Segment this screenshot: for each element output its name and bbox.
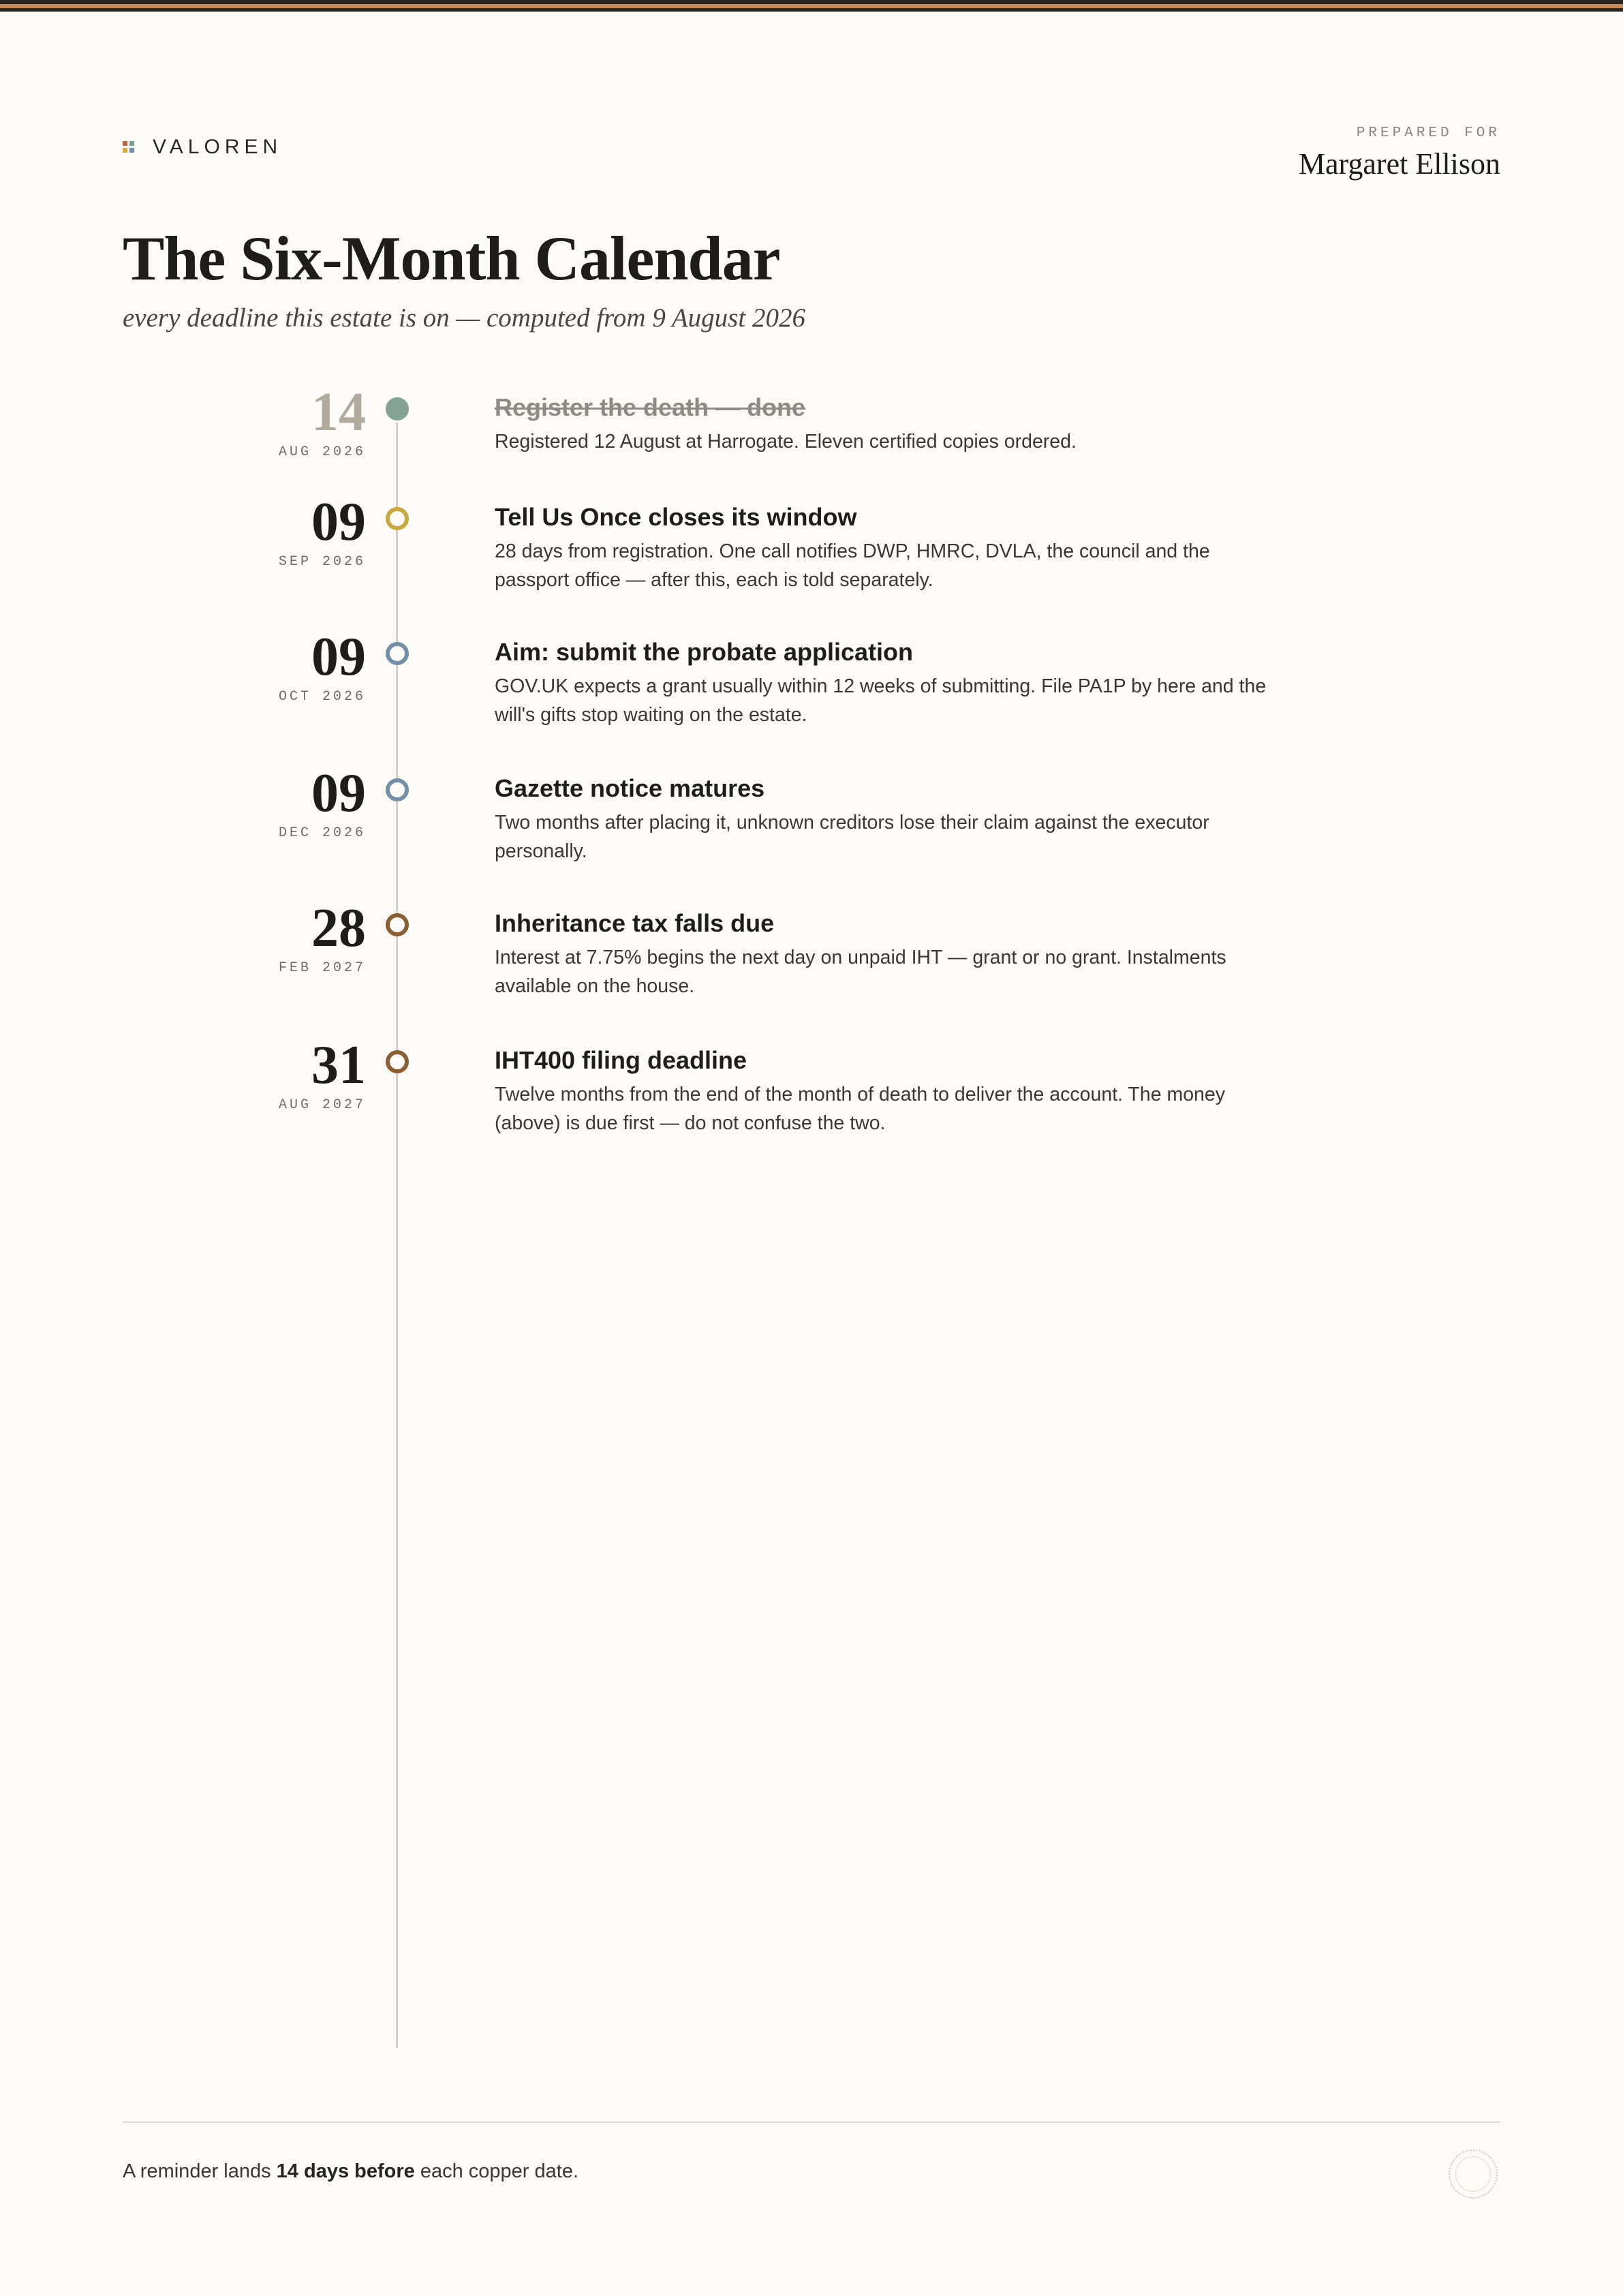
event-description: GOV.UK expects a grant usually within 12 weeks of submitting. File PA1P by here and the will's gifts stop waiting on the estate. [495,675,1267,726]
event-month: AUG 2026 [278,444,366,460]
event-marker-icon [386,913,409,936]
four-square-grid-icon [123,141,135,153]
event-day: 09 [311,492,366,552]
prepared-for-label: PREPARED FOR [1356,125,1500,141]
event-day: 09 [311,763,366,823]
event-day: 31 [311,1035,366,1095]
event-marker-icon [386,642,409,665]
page-subtitle: every deadline this estate is on — computed from 9 August 2026 [123,303,805,333]
seal-stamp-icon [1449,2149,1498,2199]
event-description: Two months after placing it, unknown creditors lose their claim against the executor personally. [495,812,1209,862]
event-title: Tell Us Once closes its window [495,503,857,531]
event-day: 09 [311,627,366,687]
client-name: Margaret Ellison [1298,147,1500,181]
event-month: SEP 2026 [278,554,366,570]
footer-note [123,2160,578,2183]
brand-name: VALOREN [153,136,283,158]
event-title: Register the death — done [495,393,806,421]
event-title: Inheritance tax falls due [495,909,775,937]
footer-note-emphasis: 14 days before [276,2160,415,2182]
event-description: Interest at 7.75% begins the next day on unpaid IHT — grant or no grant. Instalments available on the house. [495,947,1226,997]
page-title: The Six-Month Calendar [123,224,780,293]
event-month: AUG 2027 [278,1097,366,1113]
event-title: IHT400 filing deadline [495,1046,747,1074]
event-marker-icon [386,778,409,801]
event-day: 14 [311,382,366,442]
event-marker-icon [386,507,409,530]
event-title: Aim: submit the probate application [495,638,914,666]
prepared-for [1299,125,1500,181]
event-month: DEC 2026 [278,825,366,841]
event-marker-icon [386,1050,409,1073]
event-title: Gazette notice matures [495,774,765,802]
event-day: 28 [311,898,366,958]
event-marker-icon [386,397,409,420]
footer-note-text: A reminder lands [123,2160,277,2182]
footer-divider [123,2122,1500,2123]
event-description: 28 days from registration. One call notifies DWP, HMRC, DVLA, the council and the passport office — after this, each is told separately. [495,540,1210,591]
brand [123,134,282,161]
event-description: Registered 12 August at Harrogate. Eleven certified copies ordered. [495,431,1077,453]
event-month: FEB 2027 [278,960,366,976]
event-month: OCT 2026 [278,689,366,705]
timeline-line [396,423,398,2048]
event-description: Twelve months from the end of the month of death to deliver the account. The money (above) is due first — do not confuse the two. [495,1084,1226,1134]
footer-note-text-end: each copper date. [414,2160,579,2182]
top-accent-bar [0,0,1623,12]
